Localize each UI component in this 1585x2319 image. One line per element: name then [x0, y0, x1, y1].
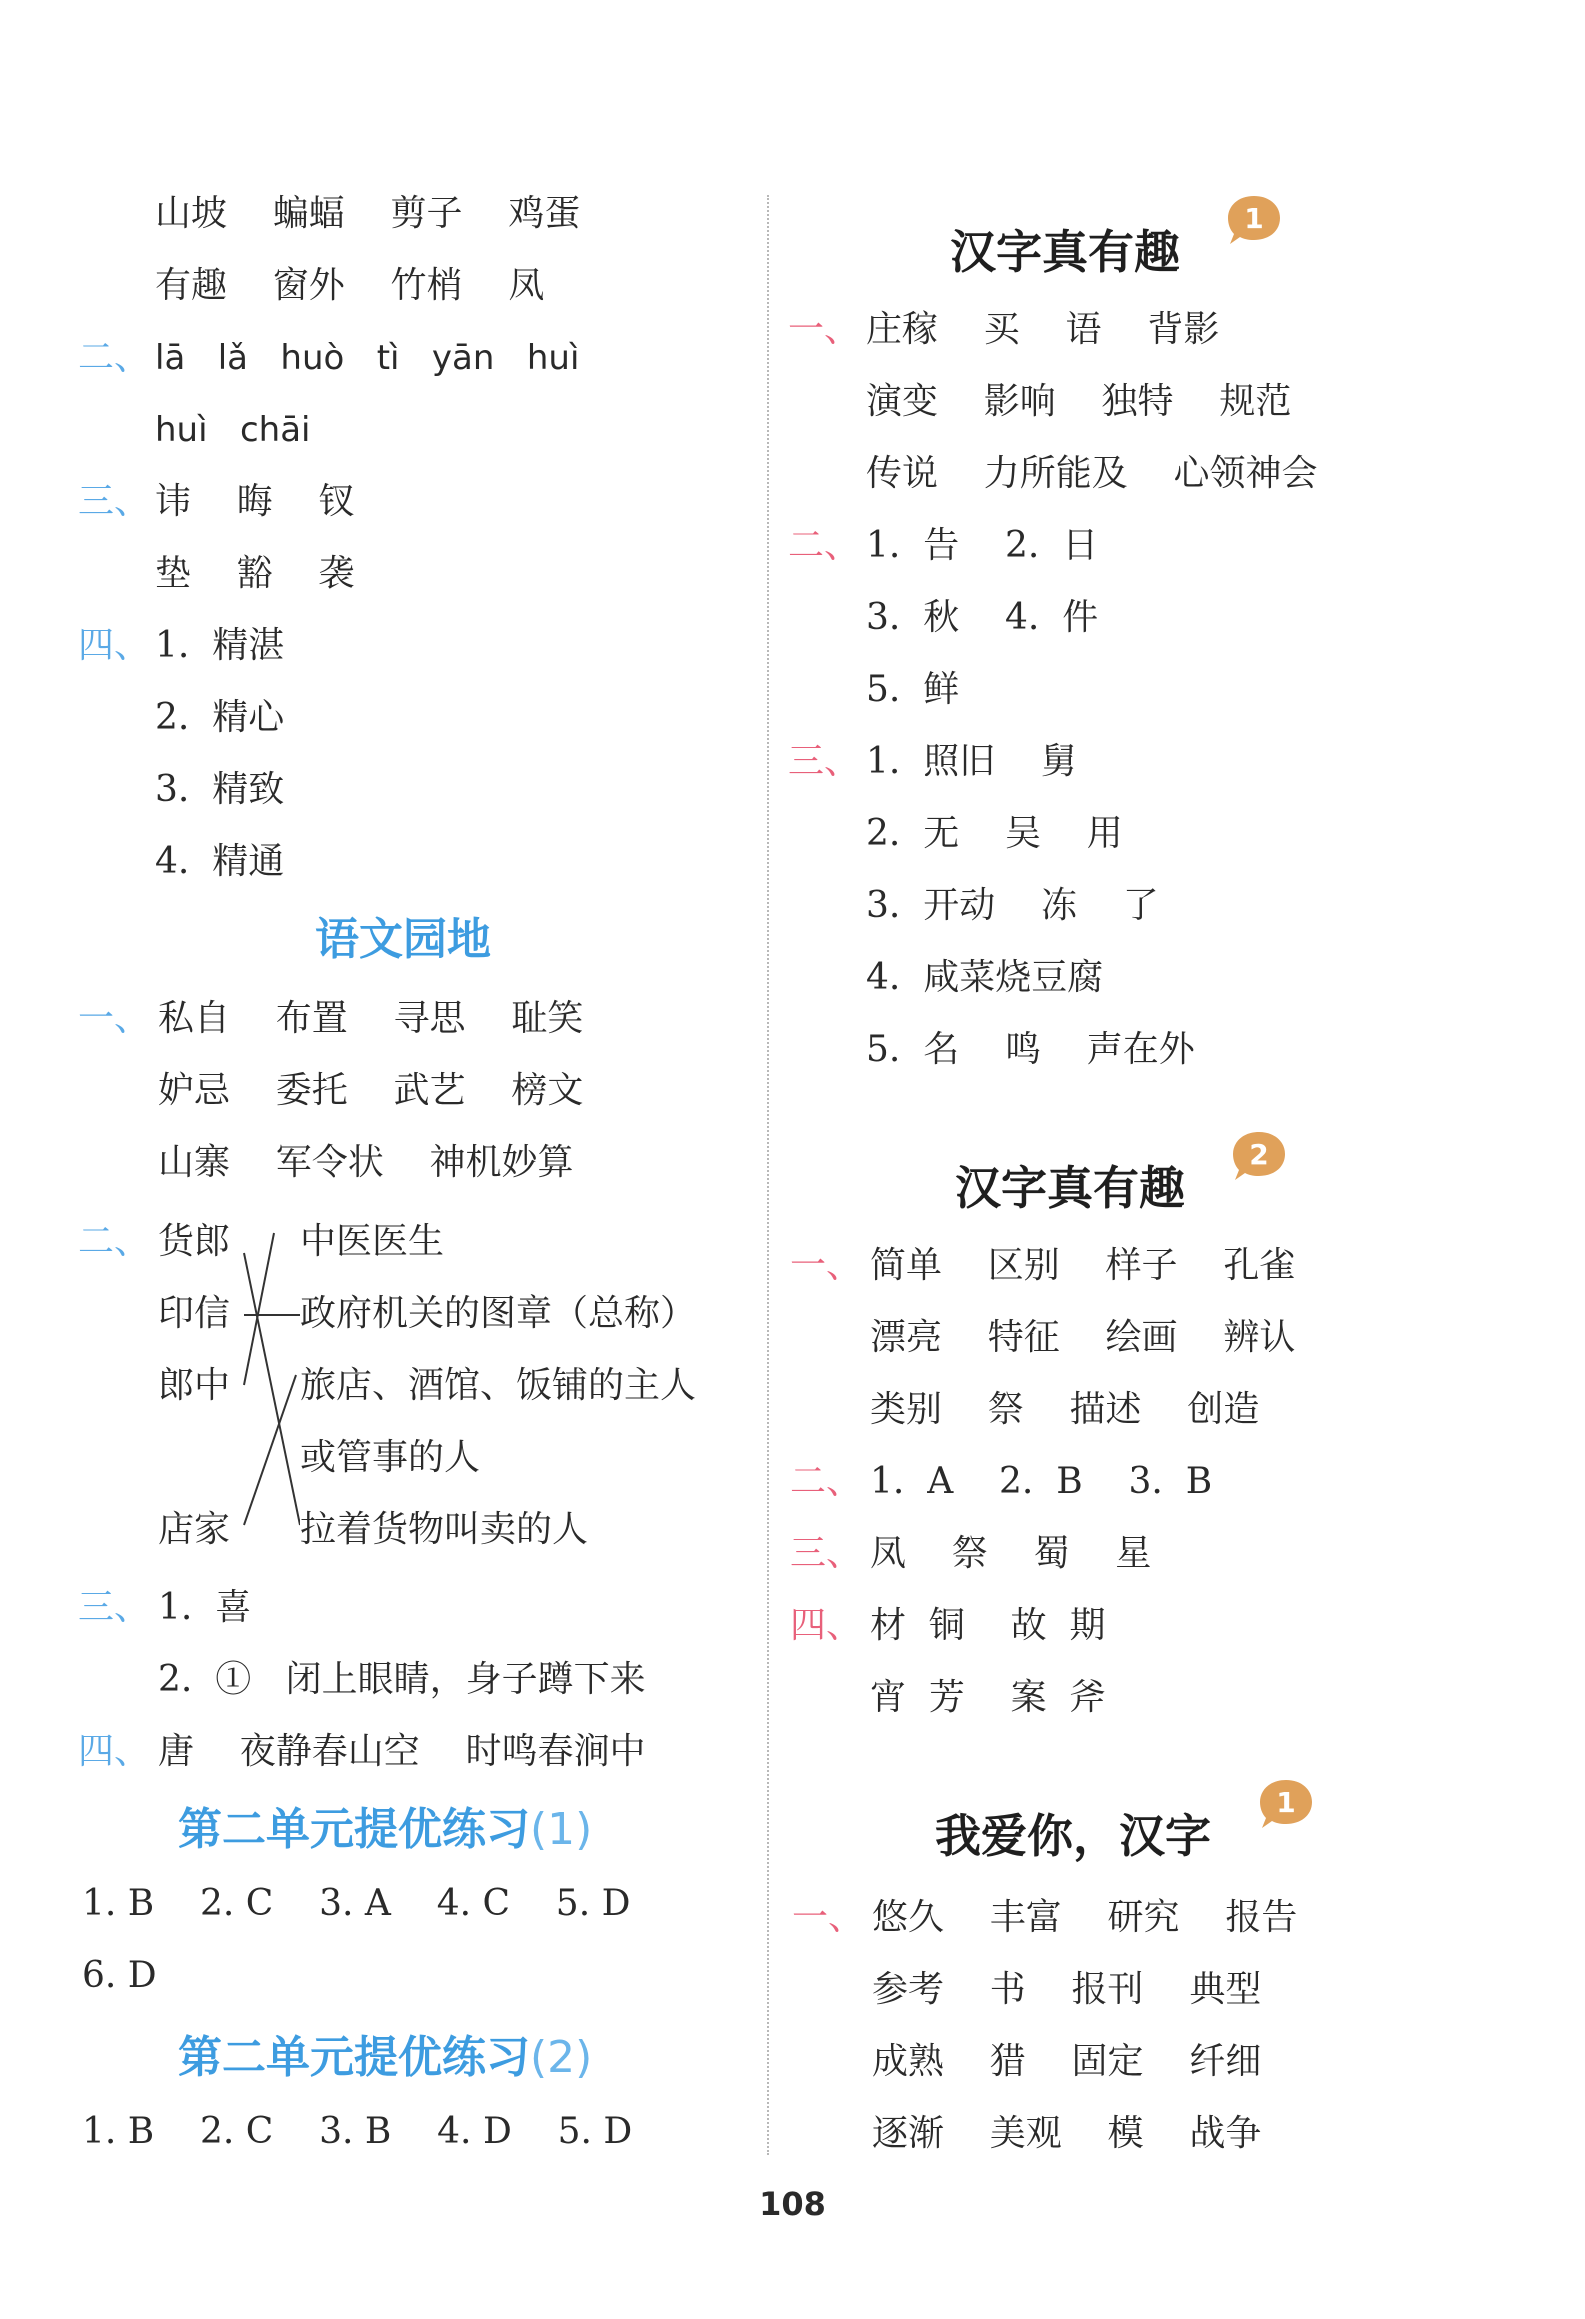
answer-line: 庄稼 买 语 背影	[866, 309, 1220, 350]
page-number: 108	[759, 2185, 826, 2223]
answer-line: 成熟 猎 固定 纤细	[872, 2041, 1262, 2082]
answer-line: 材 铜 故 期	[870, 1605, 1106, 1646]
answer-line: 3. 精致	[155, 769, 285, 810]
answer-line: 参考 书 报刊 典型	[872, 1969, 1262, 2010]
match-right-item: 拉着货物叫卖的人	[300, 1509, 589, 1550]
answer-line: 漂亮 特征 绘画 辨认	[870, 1317, 1296, 1358]
section-marker: 一、	[790, 1245, 863, 1286]
answer-line: 宵 芳 案 斧	[870, 1677, 1106, 1718]
svg-text:1: 1	[1244, 202, 1264, 235]
answer-line: 2. ① 闭上眼睛，身子蹲下来	[158, 1659, 646, 1700]
answer-line: 唐 夜静春山空 时鸣春涧中	[158, 1731, 646, 1772]
answer-line: 山坡 蝙蝠 剪子 鸡蛋	[155, 193, 581, 234]
svg-text:1: 1	[1276, 1786, 1296, 1819]
pinyin-line: huì chāi	[155, 410, 311, 450]
section-marker: 三、	[78, 481, 151, 522]
answer-line: 1. B 2. C 3. A 4. C 5. D	[82, 1883, 631, 1924]
answer-line: 1. B 2. C 3. B 4. D 5. D	[82, 2111, 633, 2152]
answer-line: 6. D	[82, 1955, 157, 1996]
match-left-item: 印信	[158, 1293, 231, 1334]
match-left-item: 店家	[158, 1509, 231, 1550]
section-marker: 二、	[788, 525, 861, 566]
section-marker: 三、	[78, 1587, 151, 1628]
section-marker: 二、	[790, 1461, 863, 1502]
section-marker: 三、	[788, 741, 861, 782]
answer-line: 5. 鲜	[866, 669, 960, 710]
answer-line: 逐渐 美观 模 战争	[872, 2113, 1262, 2154]
answer-line: 妒忌 委托 武艺 榜文	[158, 1070, 584, 1111]
answer-line: 垫 豁 袭	[155, 553, 355, 594]
answer-line: 4. 咸菜烧豆腐	[866, 957, 1104, 998]
answer-line: 1. 喜	[158, 1587, 252, 1628]
answer-line: 类别 祭 描述 创造	[870, 1389, 1260, 1430]
answer-line: 悠久 丰富 研究 报告	[872, 1897, 1298, 1938]
section-marker: 四、	[790, 1605, 863, 1646]
answer-line: 5. 名 鸣 声在外	[866, 1029, 1195, 1070]
section-title: 语文园地	[315, 914, 491, 965]
answer-line: 讳 晦 钗	[155, 481, 355, 522]
number-badge-icon	[1256, 1776, 1316, 1832]
section-marker: 一、	[792, 1897, 865, 1938]
answer-line: 1. 照旧 舅	[866, 741, 1078, 782]
column-divider	[767, 195, 769, 2155]
match-right-item: 旅店、酒馆、饭铺的主人	[300, 1365, 697, 1406]
match-left-item: 郎中	[158, 1365, 231, 1406]
section-marker: 二、	[78, 337, 151, 378]
answer-line: 1. 告 2. 日	[866, 525, 1099, 566]
match-right-item: 中医医生	[300, 1221, 445, 1262]
answer-line: 1. 精湛	[155, 625, 285, 666]
answer-line: 3. 秋 4. 件	[866, 597, 1099, 638]
match-right-item: 政府机关的图章（总称）	[300, 1293, 697, 1334]
pinyin-line: lā lǎ huò tì yān huì	[155, 338, 580, 378]
section-marker: 一、	[788, 309, 861, 350]
section-marker: 四、	[78, 625, 151, 666]
answer-line: 4. 精通	[155, 841, 285, 882]
section-marker: 四、	[78, 1731, 151, 1772]
answer-line: 2. 无 吴 用	[866, 813, 1123, 854]
answer-line: 传说 力所能及 心领神会	[866, 453, 1318, 494]
section-title: 汉字真有趣	[955, 1161, 1185, 1215]
answer-line: 2. 精心	[155, 697, 285, 738]
matching-lines	[230, 1215, 300, 1555]
section-marker: 三、	[790, 1533, 863, 1574]
number-badge-icon	[1224, 192, 1284, 248]
number-badge-icon	[1229, 1128, 1289, 1184]
answer-line: 山寨 军令状 神机妙算	[158, 1142, 574, 1183]
section-title: 第二单元提优练习(2)	[178, 2032, 593, 2083]
section-title: 我爱你，汉字	[935, 1809, 1211, 1863]
svg-text:2: 2	[1249, 1138, 1269, 1171]
answer-line: 1. A 2. B 3. B	[870, 1461, 1213, 1502]
match-left-item: 货郎	[158, 1221, 231, 1262]
section-marker: 二、	[78, 1221, 151, 1262]
answer-line: 简单 区别 样子 孔雀	[870, 1245, 1296, 1286]
answer-line: 凤 祭 蜀 星	[870, 1533, 1152, 1574]
answer-line: 有趣 窗外 竹梢 凤	[155, 265, 545, 306]
section-title: 第二单元提优练习(1)	[178, 1804, 593, 1855]
answer-line: 3. 开动 冻 了	[866, 885, 1159, 926]
match-line	[244, 1375, 296, 1525]
match-line	[244, 1233, 274, 1385]
section-title: 汉字真有趣	[950, 225, 1180, 279]
section-marker: 一、	[78, 998, 151, 1039]
match-right-item: 或管事的人	[300, 1437, 481, 1478]
answer-line: 演变 影响 独特 规范	[866, 381, 1292, 422]
answer-line: 私自 布置 寻思 耻笑	[158, 998, 584, 1039]
